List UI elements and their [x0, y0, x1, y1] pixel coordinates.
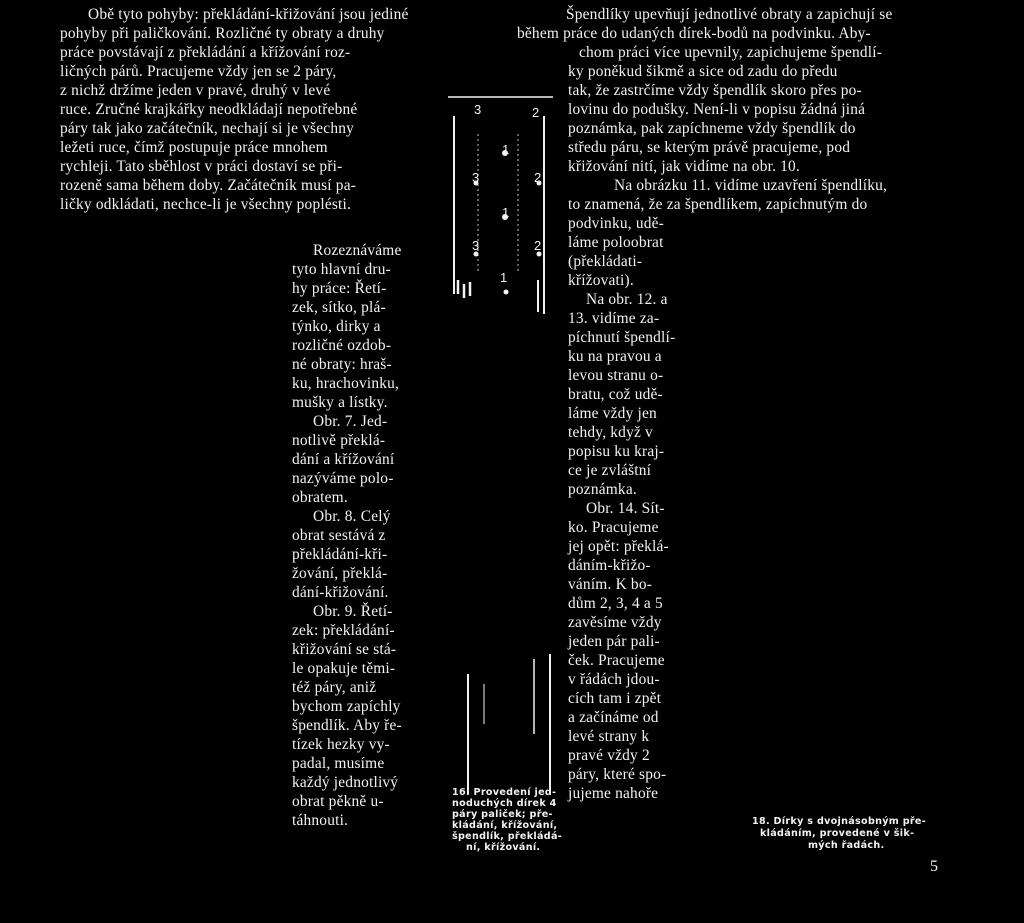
text-line: ce je zvláštní [568, 462, 652, 479]
text-line: le opakuje těmi- [292, 660, 396, 677]
figure-16-diagram [448, 94, 558, 694]
text-line: rozličné ozdob- [292, 337, 392, 354]
text-line: dání a křížování [292, 451, 395, 468]
text-line: překládání-kři- [292, 546, 388, 563]
text-line: láme poloobrat [568, 234, 664, 251]
text-line: a začínáme od [568, 709, 659, 726]
fig-label: 1 [502, 205, 510, 220]
text-line: né obraty: hraš- [292, 356, 392, 373]
text-line: Obr. 8. Celý [313, 508, 391, 525]
caption-line: kládáním, provedené v šik- [760, 828, 915, 839]
text-line: to znamená, že za špendlíkem, zapíchnutým do [568, 196, 868, 213]
fig-label: 1 [502, 142, 510, 157]
text-line: (překládati- [568, 253, 643, 270]
text-line: žování, překlá- [292, 565, 388, 582]
text-line: zek: překládání- [292, 622, 395, 639]
text-line: váním. K bo- [568, 576, 653, 593]
caption-line: mých řadách. [808, 840, 885, 851]
text-line: Na obrázku 11. vidíme uzavření špendlíku, [614, 177, 888, 194]
fig-label: 3 [472, 238, 480, 253]
caption-line: páry paliček; pře- [452, 809, 553, 820]
text-line: píchnutí špendlí- [568, 329, 676, 346]
text-line: křižování nití, jak vidíme na obr. 10. [568, 158, 801, 175]
text-line: pravé vždy 2 [568, 747, 650, 764]
text-line: ček. Pracujeme [568, 652, 665, 669]
text-line: páry, které spo- [568, 766, 667, 783]
text-line: středu páru, se kterým právě pracujeme, pod [568, 139, 851, 156]
text-line: padal, musíme [292, 755, 385, 772]
text-line: lovinu do podušky. Není-li v popisu žádná jiná [568, 101, 866, 118]
page-number: 5 [930, 858, 938, 875]
text-line: též páry, aniž [292, 679, 377, 696]
text-line: rychleji. Tato sběhlost v práci dostaví se při- [60, 158, 343, 175]
text-line: tak, že zastrčíme vždy špendlík skoro přes po- [568, 82, 862, 99]
fig-label: 1 [500, 270, 508, 285]
text-line: ležeti ruce, čímž postupuje práce mnohem [60, 139, 328, 156]
text-line: práce povstávají z překládání a křížování roz- [60, 44, 351, 61]
text-line: dání-křižování. [292, 584, 389, 601]
text-line: chom práci více upevnily, zapichujeme špendlí- [579, 44, 883, 61]
fig-label: 2 [534, 238, 542, 253]
text-line: tízek hezky vy- [292, 736, 390, 753]
text-line: levé strany k [568, 728, 650, 745]
text-line: ku na pravou a [568, 348, 662, 365]
text-line: tyto hlavní dru- [292, 261, 391, 278]
text-line: dáním-křižo- [568, 557, 651, 574]
text-line: týnko, dirky a [292, 318, 381, 335]
text-line: hy práce: Řetí- [292, 280, 387, 297]
text-line: jujeme nahoře [568, 785, 659, 802]
text-line: nazýváme polo- [292, 470, 394, 487]
text-line: z nichž držíme jeden v pravé, druhý v levé [60, 82, 331, 99]
text-line: Rozeznáváme [313, 242, 402, 259]
text-line: během práce do udaných dírek-bodů na podvinku. Aby- [517, 25, 871, 42]
caption-line: 16. Provedení jed- [452, 787, 557, 798]
text-line: Obr. 14. Sít- [586, 500, 665, 517]
text-line: bychom zapíchly [292, 698, 401, 715]
text-line: zek, sítko, plá- [292, 299, 386, 316]
fig-label: 3 [472, 170, 480, 185]
caption-line: kládání, křížování, [452, 820, 558, 831]
caption-line: 18. Dírky s dvojnásobným pře- [752, 816, 927, 827]
text-line: ku, hrachovinku, [292, 375, 400, 392]
text-line: Obě tyto pohyby: překládání-křižování jsou jediné [88, 6, 409, 23]
text-line: notlivě překlá- [292, 432, 386, 449]
text-line: pohyby při paličkování. Rozličné ty obraty a druhy [60, 25, 385, 42]
text-line: křížovati). [568, 272, 634, 289]
text-line: cích tam i zpět [568, 690, 662, 707]
text-line: dům 2, 3, 4 a 5 [568, 595, 663, 612]
fig-label: 3 [474, 102, 482, 117]
text-line: špendlík. Aby ře- [292, 717, 402, 734]
text-line: bratu, což udě- [568, 386, 663, 403]
fig-label: 2 [532, 105, 540, 120]
text-line: ličky odkládati, nechce-li je všechny poplésti. [60, 196, 352, 213]
text-line: podvinku, udě- [568, 215, 664, 232]
text-line: páry tak jako začátečník, nechají si je všechny [60, 120, 354, 137]
caption-line: ní, křížování. [466, 842, 541, 853]
text-line: zavěsíme vždy [568, 614, 662, 631]
text-line: popisu ku kraj- [568, 443, 665, 460]
text-line: ko. Pracujeme [568, 519, 659, 536]
text-line: 13. vidíme za- [568, 310, 660, 327]
text-line: Obr. 7. Jed- [313, 413, 388, 430]
text-line: v řádách jdou- [568, 671, 660, 688]
caption-line: noduchých dírek 4 [452, 798, 557, 809]
text-line: ličných párů. Pracujeme vždy jen se 2 páry, [60, 63, 337, 80]
text-line: levou stranu o- [568, 367, 664, 384]
text-line: jeden pár pali- [568, 633, 660, 650]
fig-label: 2 [534, 170, 542, 185]
text-line: obratem. [292, 489, 348, 506]
text-line: poznámka. [568, 481, 637, 498]
text-line: láme vždy jen [568, 405, 657, 422]
text-line: jej opět: překlá- [568, 538, 669, 555]
text-line: tehdy, když v [568, 424, 653, 441]
text-line: Na obr. 12. a [586, 291, 668, 308]
text-line: ky poněkud šikmě a sice od zadu do předu [568, 63, 838, 80]
text-line: obrat pěkně u- [292, 793, 384, 810]
text-line: Špendlíky upevňují jednotlivé obraty a zapichují se [566, 6, 893, 23]
text-line: táhnouti. [292, 812, 349, 829]
text-line: obrat sestává z [292, 527, 386, 544]
text-line: křižování se stá- [292, 641, 397, 658]
text-line: každý jednotlivý [292, 774, 399, 791]
caption-line: špendlík, překládá- [452, 831, 562, 842]
text-line: rozeně sama během doby. Začátečník musí pa- [60, 177, 357, 194]
text-line: poznámka, pak zapíchneme vždy špendlík do [568, 120, 856, 137]
text-line: ruce. Zručné krajkářky neodkládají nepotřebné [60, 101, 358, 118]
text-line: Obr. 9. Řetí- [313, 603, 393, 620]
text-line: mušky a lístky. [292, 394, 388, 411]
